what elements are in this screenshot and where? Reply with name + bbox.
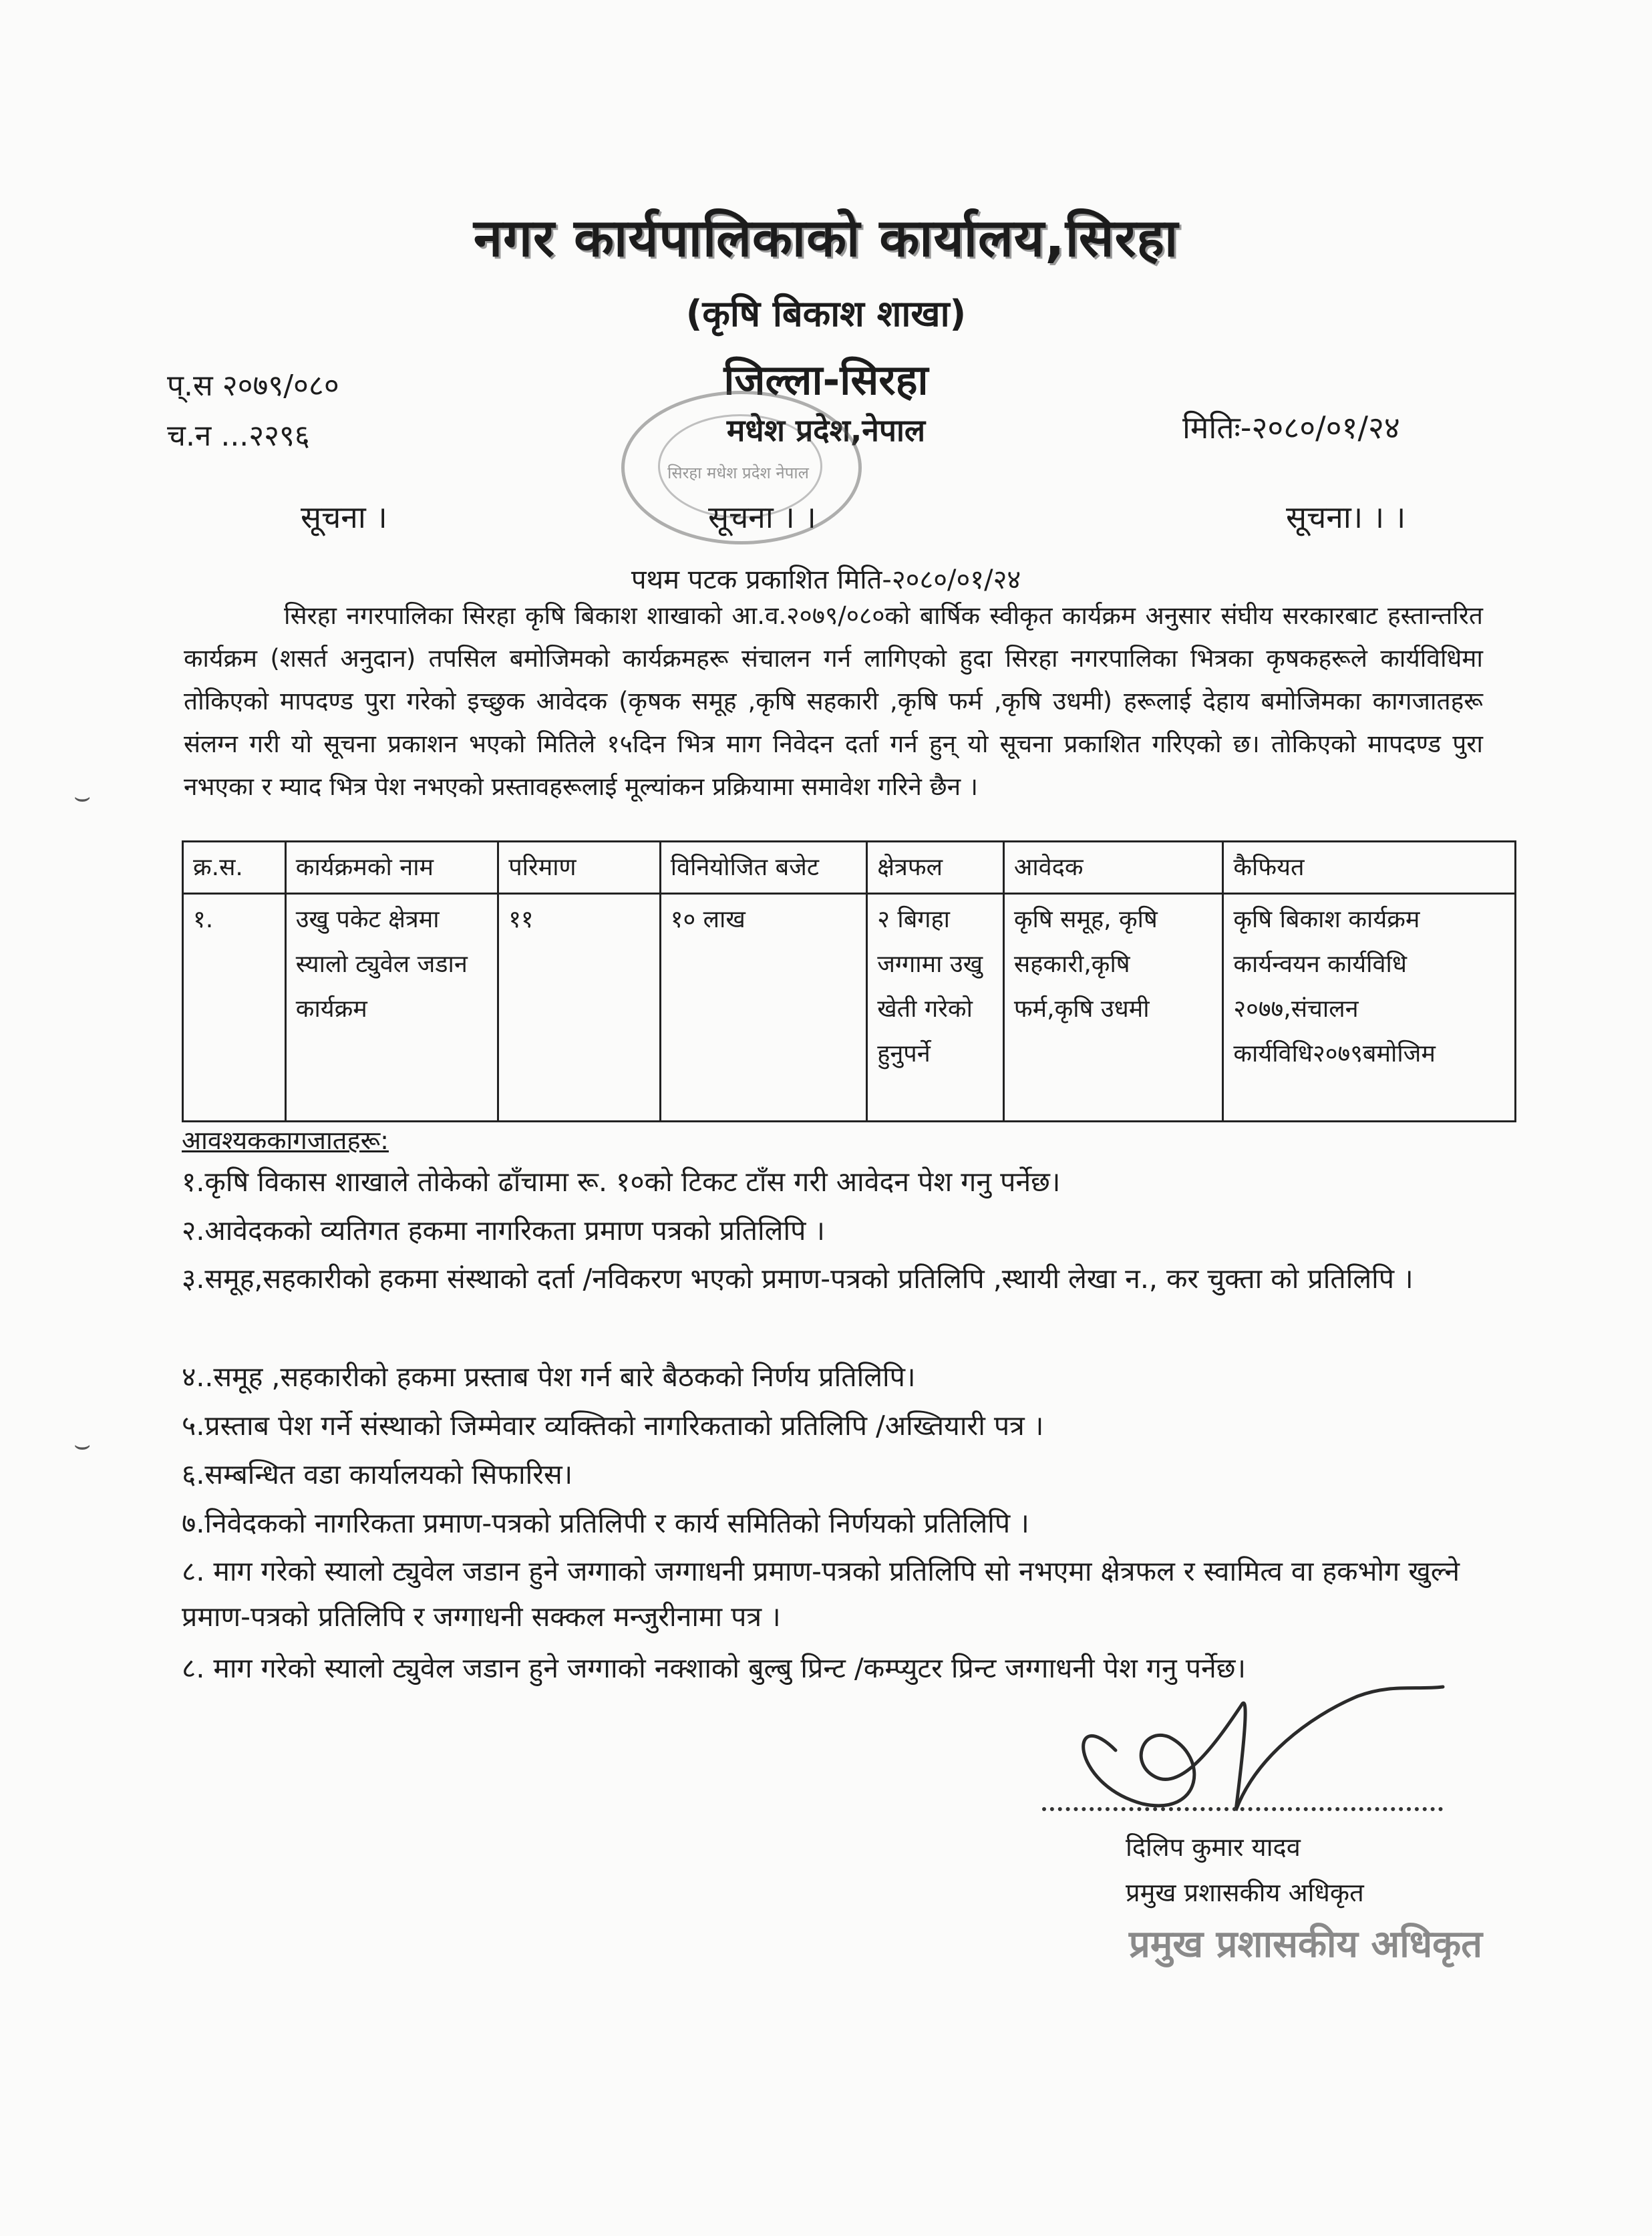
- notice-label-left: सूचना ।: [301, 499, 387, 535]
- document-item-3: ३.समूह,सहकारीको हकमा संस्थाको दर्ता /नविकरण भएको प्रमाण-पत्रको प्रतिलिपि ,स्थायी लेखा न., कर चुक्ता को प्रतिलिपि ।: [182, 1263, 1414, 1295]
- document-item-4: ४..समूह ,सहकारीको हकमा प्रस्ताब पेश गर्न बारे बैठकको निर्णय प्रतिलिपि।: [182, 1361, 916, 1393]
- document-item-7: ७.निवेदकको नागरिकता प्रमाण-पत्रको प्रतिलिपी र कार्य समितिको निर्णयको प्रतिलिपि ।: [182, 1507, 1029, 1539]
- fiscal-year: प्.स २०७९/०८०: [167, 369, 339, 403]
- notice-date: मितिः-२०८०/०१/२४: [1182, 410, 1400, 446]
- notice-label-center: सूचना । ।: [708, 499, 816, 535]
- col-header-quantity: परिमाण: [498, 842, 661, 894]
- branch-subtitle: (कृषि बिकाश शाखा): [685, 293, 967, 335]
- designation-seal: प्रमुख प्रशासकीय अधिकृत: [1129, 1923, 1483, 1966]
- documents-heading: आवश्यककागजातहरू:: [182, 1126, 389, 1155]
- signer-name: दिलिप कुमार यादव: [1126, 1832, 1301, 1862]
- cell-quantity: ११: [498, 894, 661, 1122]
- province-line: मधेश प्रदेश,नेपाल: [726, 412, 926, 448]
- cell-budget: १० लाख: [660, 894, 866, 1122]
- margin-mark: ⌣: [73, 782, 92, 812]
- margin-mark: ⌣: [73, 1430, 92, 1460]
- cell-remarks: कृषि बिकाश कार्यक्रम कार्यन्वयन कार्यविधि २०७७,संचालन कार्यविधि२०७९बमोजिम: [1223, 894, 1516, 1122]
- document-item-9: ८. माग गरेको स्यालो ट्युवेल जडान हुने जग्गाको नक्शाको बुल्बु प्रिन्ट /कम्प्युटर प्रिन्ट जग्गाधनी पेश गनु पर्नेछ।: [182, 1652, 1247, 1684]
- col-header-sn: क्र.स.: [183, 842, 286, 894]
- intro-paragraph: सिरहा नगरपालिका सिरहा कृषि बिकाश शाखाको आ.व.२०७९/०८०को बार्षिक स्वीकृत कार्यक्रम अनुसार संघीय सरकारबाट हस्तान्तरित कार्यक्रम (शसर्त अनुदान) तपसिल बमोजिमको कार्यक्रमहरू संचालन गर्न लागिएको हुदा सिरहा नगरपालिका भित्रका कृषकहरूले कार्यविधिमा तोकिएको मापदण्ड पुरा गरेको इच्छुक आवेदक (कृषक समूह ,कृषि सहकारी ,कृषि फर्म ,कृषि उधमी) हरूलाई देहाय बमोजिमका कागजातहरू संलग्न गरी यो सूचना प्रकाशन भएको मितिले १५दिन भित्र माग निवेदन दर्ता गर्न हुन् यो सूचना प्रकाशित गरिएको छ। तोकिएको मापदण्ड पुरा नभएका र म्याद भित्र पेश नभएको प्रस्तावहरूलाई मूल्यांकन प्रक्रियामा समावेश गरिने छैन ।: [184, 601, 1483, 801]
- cell-applicant: कृषि समूह, कृषि सहकारी,कृषि फर्म,कृषि उधमी: [1003, 894, 1222, 1122]
- document-item-5: ५.प्रस्ताब पेश गर्ने संस्थाको जिम्मेवार व्यक्तिको नागरिकताको प्रतिलिपि /अख्तियारी पत्र ।: [182, 1410, 1044, 1442]
- program-table: [182, 840, 1516, 1122]
- signature-scribble: [1042, 1677, 1510, 1824]
- document-item-6: ६.सम्बन्धित वडा कार्यालयको सिफारिस।: [182, 1458, 573, 1490]
- cell-sn: १.: [183, 894, 286, 1122]
- table-header-row: [183, 842, 1516, 894]
- cell-area: २ बिगहा जग्गामा उखु खेती गरेको हुनुपर्ने: [867, 894, 1004, 1122]
- first-published-date: पथम पटक प्रकाशित मिति-२०८०/०१/२४: [631, 565, 1021, 595]
- cell-program: उखु पकेट क्षेत्रमा स्यालो ट्युवेल जडान कार्यक्रम: [285, 894, 498, 1122]
- document-item-8: ८. माग गरेको स्यालो ट्युवेल जडान हुने जग्गाको जग्गाधनी प्रमाण-पत्रको प्रतिलिपि सो नभएमा क्षेत्रफल र स्वामित्व वा हकभोग खुल्ने प्रमाण-पत्रको प्रतिलिपि र जग्गाधनी सक्कल मन्जुरीनामा पत्र ।: [182, 1555, 1460, 1633]
- col-header-program: कार्यक्रमको नाम: [285, 842, 498, 894]
- office-stamp-text: सिरहा मधेश प्रदेश नेपाल: [667, 464, 809, 482]
- col-header-area: क्षेत्रफल: [867, 842, 1004, 894]
- dispatch-number: च.न ...२२९६: [167, 419, 310, 453]
- office-title: नगर कार्यपालिकाको कार्यालय,सिरहा: [473, 208, 1179, 269]
- col-header-budget: विनियोजित बजेट: [660, 842, 866, 894]
- signer-designation: प्रमुख प्रशासकीय अधिकृत: [1126, 1878, 1364, 1907]
- col-header-remarks: कैफियत: [1223, 842, 1516, 894]
- district-line: जिल्ला-सिरहा: [723, 355, 929, 404]
- col-header-applicant: आवेदक: [1003, 842, 1222, 894]
- table-row: [183, 894, 1516, 1122]
- notice-label-right: सूचना। । ।: [1286, 499, 1406, 535]
- document-item-2: २.आवेदकको व्यतिगत हकमा नागरिकता प्रमाण पत्रको प्रतिलिपि ।: [182, 1215, 825, 1247]
- signature-line: [1042, 1807, 1443, 1811]
- document-item-1: १.कृषि विकास शाखाले तोकेको ढाँचामा रू. १०को टिकट टाँस गरी आवेदन पेश गनु पर्नेछ।: [182, 1166, 1061, 1198]
